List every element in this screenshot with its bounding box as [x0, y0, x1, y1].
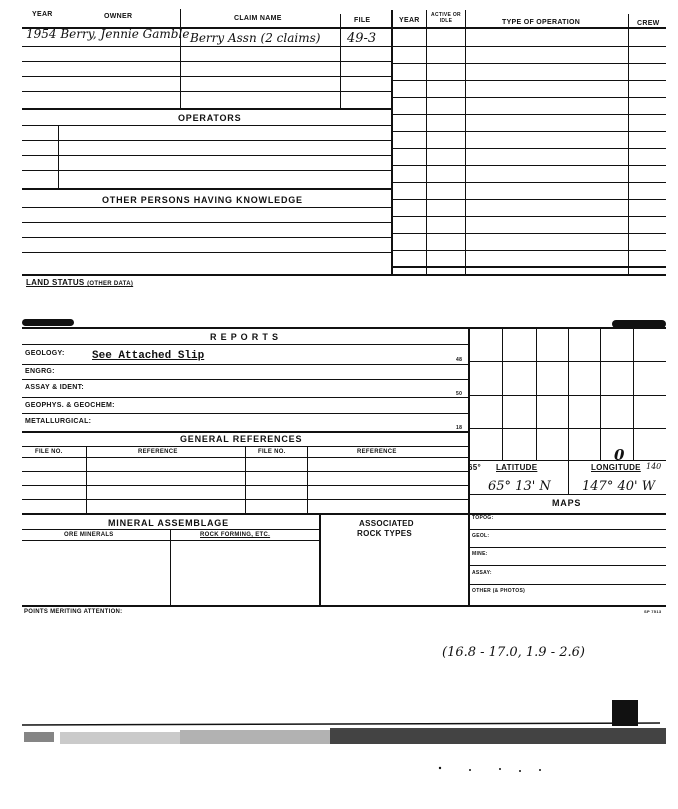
- grid-row: [469, 361, 666, 362]
- latlon-divider: [568, 460, 569, 494]
- claim-entry-name: Berry Assn (2 claims): [190, 31, 321, 45]
- report-label-metallurgical: METALLURGICAL:: [25, 418, 92, 425]
- grid-col: [502, 328, 503, 460]
- claims-col-line: [426, 10, 427, 274]
- header-active-idle: ACTIVE OR IDLE: [431, 12, 461, 24]
- longitude-note: 140: [646, 462, 662, 471]
- ops-row: [392, 46, 666, 47]
- gen-ref-col: [307, 446, 308, 513]
- maps-geol: GEOL:: [472, 533, 490, 539]
- latitude-value: 65° 13' N: [488, 479, 551, 494]
- latitude-label: LATITUDE: [496, 463, 538, 472]
- report-label-engrg: ENGRG:: [25, 368, 55, 375]
- operators-row: [22, 140, 392, 141]
- gen-ref-header-file-2: FILE NO.: [258, 449, 286, 455]
- claims-row-line: [22, 76, 392, 77]
- report-num-geology: 48: [456, 357, 463, 363]
- operators-col-line: [58, 125, 59, 188]
- header-crew: CREW: [637, 20, 660, 27]
- general-references-title: GENERAL REFERENCES: [180, 434, 303, 444]
- maps-mine: MINE:: [472, 551, 488, 557]
- grid-row: [469, 395, 666, 396]
- longitude-label: LONGITUDE: [591, 463, 641, 472]
- mineral-col: [170, 529, 171, 605]
- maps-row: [469, 565, 666, 566]
- claim-entry-year-owner: 1954 Berry, Jennie Gamble: [26, 27, 190, 41]
- claims-col-line: [628, 14, 629, 274]
- claims-row-line: [22, 91, 392, 92]
- gen-ref-header-file-1: FILE NO.: [35, 449, 63, 455]
- report-label-geology: GEOLOGY:: [25, 350, 65, 357]
- claims-row-line: [22, 61, 392, 62]
- maps-row: [469, 584, 666, 585]
- mineral-header-rule: [22, 529, 320, 530]
- other-persons-rule: [22, 207, 392, 208]
- scan-noise: [0, 690, 678, 809]
- report-row-line: [22, 364, 468, 365]
- ops-row: [392, 216, 666, 217]
- ops-row: [392, 233, 666, 234]
- header-year-2: YEAR: [399, 17, 420, 24]
- ops-row: [392, 250, 666, 251]
- operators-row: [22, 155, 392, 156]
- report-row-line: [22, 431, 468, 433]
- latlon-bottom-rule: [469, 494, 666, 495]
- mineral-divider: [319, 513, 321, 605]
- mineral-assemblage-title: MINERAL ASSEMBLAGE: [108, 518, 229, 528]
- header-claim-name: CLAIM NAME: [234, 15, 282, 22]
- gen-ref-col: [245, 446, 246, 513]
- land-status-sub: (OTHER DATA): [87, 281, 134, 287]
- ops-row: [392, 63, 666, 64]
- gen-ref-bottom: [22, 513, 666, 515]
- report-label-geophys: GEOPHYS. & GEOCHEM:: [25, 402, 115, 409]
- maps-assay: ASSAY:: [472, 570, 492, 576]
- report-row-line: [22, 413, 468, 414]
- maps-topog: TOPOG:: [472, 515, 494, 521]
- ops-row: [392, 97, 666, 98]
- ops-row: [392, 266, 666, 268]
- report-num-metallurgical: 18: [456, 425, 463, 431]
- rock-types-label: ROCK TYPES: [357, 529, 413, 538]
- ops-row: [392, 199, 666, 200]
- land-status-main: LAND STATUS: [26, 278, 85, 287]
- claims-bottom-rule: [22, 274, 666, 276]
- report-row-line: [22, 379, 468, 380]
- circle-mark: 0: [614, 446, 625, 464]
- ops-row: [392, 182, 666, 183]
- grid-col: [600, 328, 601, 460]
- ops-row: [392, 131, 666, 132]
- ops-row: [392, 165, 666, 166]
- header-year: YEAR: [32, 11, 53, 18]
- reports-title-rule: [22, 344, 468, 345]
- report-num-assay: 50: [456, 391, 463, 397]
- corner-blot-left: [22, 319, 74, 326]
- ore-minerals-label: ORE MINERALS: [64, 532, 114, 538]
- form-code: SP 7513: [644, 609, 662, 614]
- header-owner: OWNER: [104, 13, 133, 20]
- header-type-of-operation: TYPE OF OPERATION: [502, 19, 581, 26]
- reports-title: R E P O R T S: [210, 332, 279, 342]
- associated-label: ASSOCIATED: [359, 519, 414, 528]
- other-persons-row: [22, 252, 392, 253]
- grid-col: [633, 328, 634, 460]
- operators-label: OPERATORS: [178, 113, 242, 123]
- grid-col: [536, 328, 537, 460]
- claims-col-line: [340, 14, 341, 108]
- maps-title: MAPS: [552, 498, 582, 508]
- gen-ref-header-ref-1: REFERENCE: [138, 449, 178, 455]
- gen-ref-header-ref-2: REFERENCE: [357, 449, 397, 455]
- other-persons-row: [22, 222, 392, 223]
- mineral-subheader-rule: [22, 540, 320, 541]
- grid-row: [469, 428, 666, 429]
- reports-bottom-rule: [22, 605, 666, 607]
- longitude-value: 147° 40' W: [582, 479, 656, 494]
- ops-row: [392, 148, 666, 149]
- grid-col: [568, 328, 569, 460]
- claims-col-line: [180, 9, 181, 108]
- gen-ref-col: [86, 446, 87, 513]
- report-label-assay: ASSAY & IDENT:: [25, 384, 85, 391]
- lat-prefix: 65°: [468, 463, 481, 472]
- other-persons-row: [22, 237, 392, 238]
- land-status-label: [26, 278, 133, 287]
- maps-row: [469, 529, 666, 530]
- operators-row: [22, 170, 392, 171]
- rock-forming-label: ROCK FORMING, ETC.: [200, 532, 271, 538]
- coords-note: (16.8 - 17.0, 1.9 - 2.6): [442, 645, 585, 660]
- points-meriting-label: POINTS MERITING ATTENTION:: [24, 609, 123, 615]
- claims-divider: [391, 10, 393, 274]
- reports-top-rule: [22, 327, 666, 329]
- maps-other: OTHER (& PHOTOS): [472, 588, 526, 594]
- maps-row: [469, 547, 666, 548]
- operators-row: [22, 188, 392, 190]
- operators-rule: [22, 125, 392, 126]
- other-persons-label: OTHER PERSONS HAVING KNOWLEDGE: [102, 195, 303, 205]
- claims-col-line: [465, 10, 466, 274]
- report-row-line: [22, 397, 468, 398]
- header-file: FILE: [354, 17, 371, 24]
- claims-row-line: [22, 108, 392, 110]
- report-value-geology: See Attached Slip: [92, 350, 205, 362]
- ops-row: [392, 80, 666, 81]
- ops-row: [392, 114, 666, 115]
- claims-row-line: [22, 46, 392, 47]
- claim-entry-file: 49-3: [347, 31, 377, 46]
